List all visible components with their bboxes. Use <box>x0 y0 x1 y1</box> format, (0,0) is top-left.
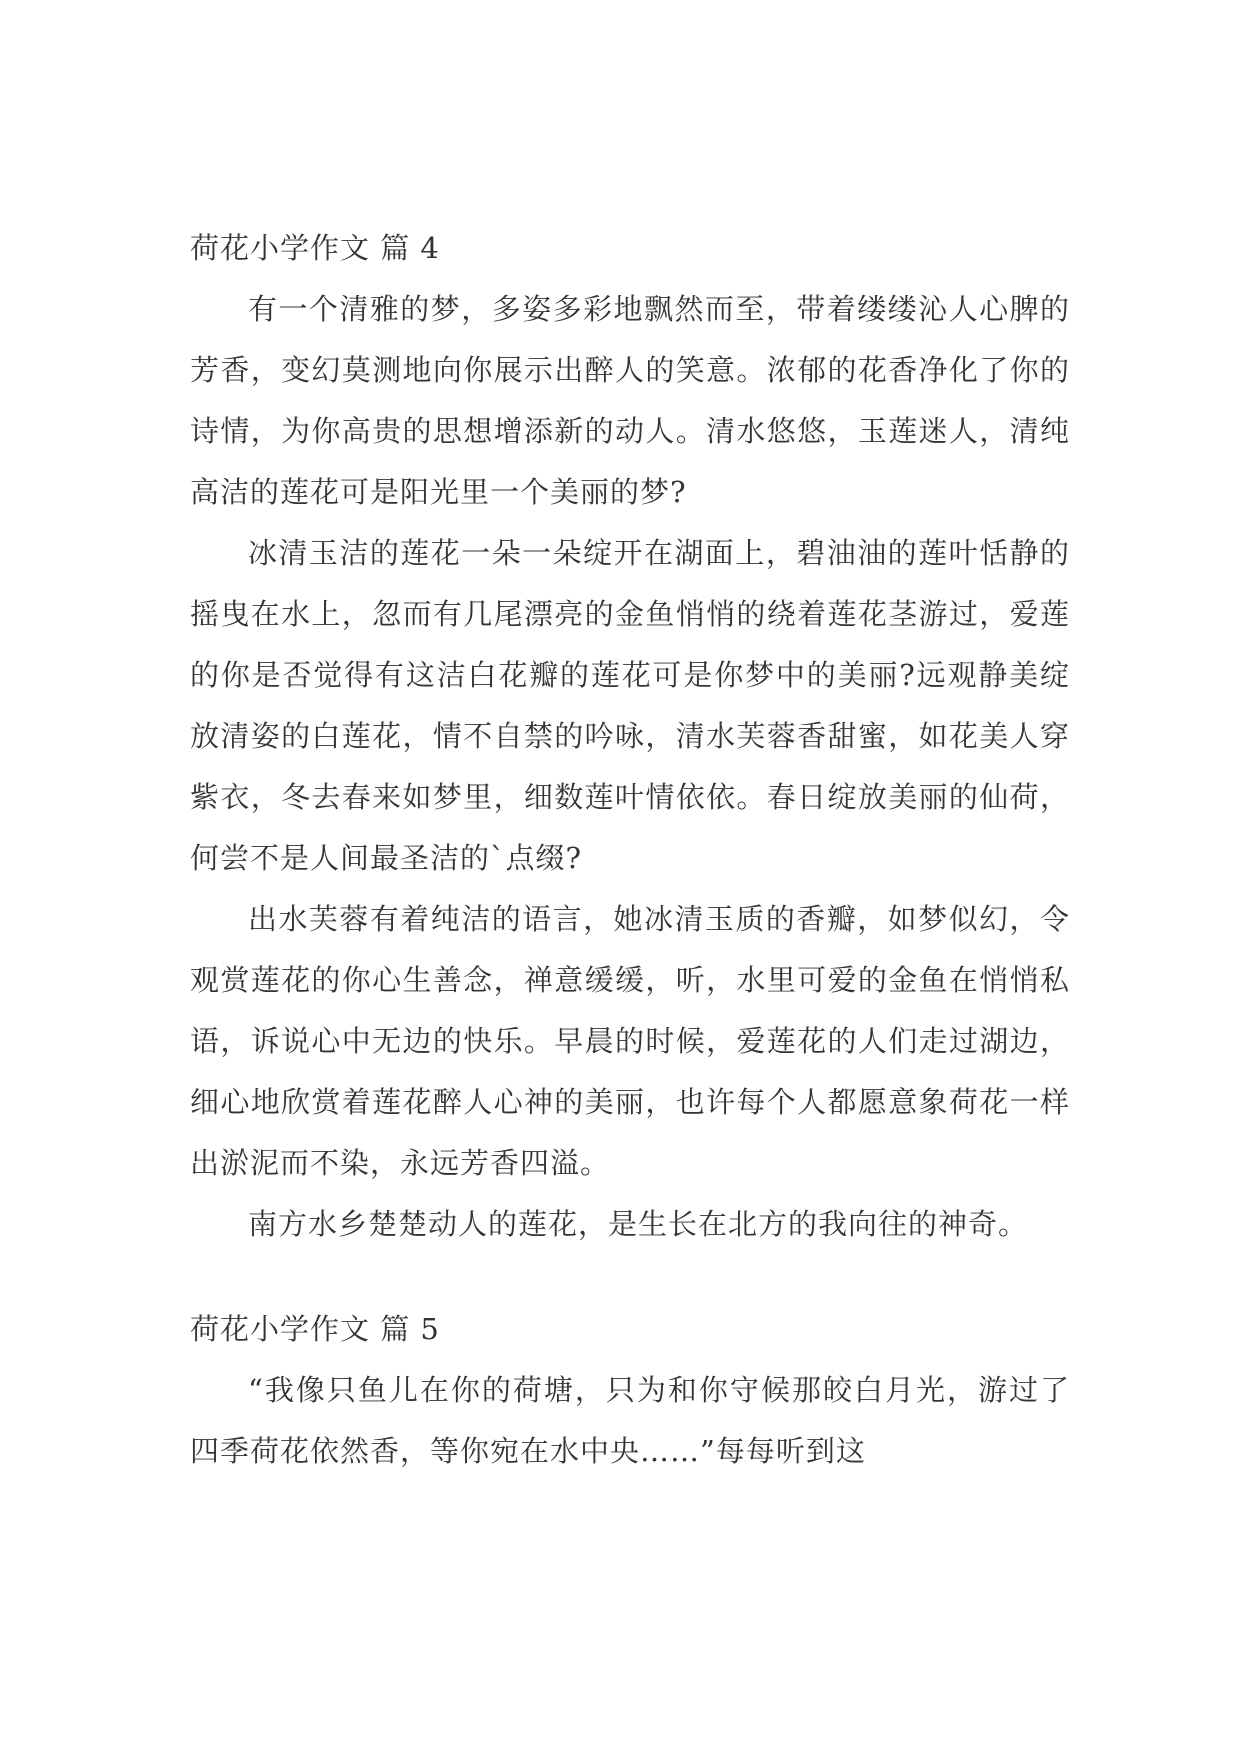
paragraph: 有一个清雅的梦，多姿多彩地飘然而至，带着缕缕沁人心脾的芳香，变幻莫测地向你展示出醉人的笑意。浓郁的花香净化了你的诗情，为你高贵的思想增添新的动人。清水悠悠，玉莲迷人，清纯高洁的莲花可是阳光里一个美丽的梦? <box>190 292 1070 509</box>
section-heading-5: 荷花小学作文 篇 5 <box>190 1312 440 1346</box>
paragraph: 冰清玉洁的莲花一朵一朵绽开在湖面上，碧油油的莲叶恬静的摇曳在水上，忽而有几尾漂亮的金鱼悄悄的绕着莲花茎游过，爱莲的你是否觉得有这洁白花瓣的莲花可是你梦中的美丽?远观静美绽放清姿的白莲花，情不自禁的吟咏，清水芙蓉香甜蜜，如花美人穿紫衣，冬去春来如梦里，细数莲叶情依依。春日绽放美丽的仙荷，何尝不是人间最圣洁的`点缀? <box>190 536 1070 875</box>
paragraph: 出水芙蓉有着纯洁的语言，她冰清玉质的香瓣，如梦似幻，令观赏莲花的你心生善念，禅意缓缓，听，水里可爱的金鱼在悄悄私语，诉说心中无边的快乐。早晨的时候，爱莲花的人们走过湖边，细心地欣赏着莲花醉人心神的美丽，也许每个人都愿意象荷花一样出淤泥而不染，永远芳香四溢。 <box>190 902 1070 1180</box>
section-heading-4: 荷花小学作文 篇 4 <box>190 231 440 265</box>
paragraph: “我像只鱼儿在你的荷塘，只为和你守候那皎白月光，游过了四季荷花依然香，等你宛在水中央……”每每听到这 <box>190 1373 1070 1468</box>
article-body <box>190 218 1070 1482</box>
section-spacer <box>190 1255 1070 1299</box>
paragraph: 南方水乡楚楚动人的莲花，是生长在北方的我向往的神奇。 <box>248 1207 1029 1241</box>
